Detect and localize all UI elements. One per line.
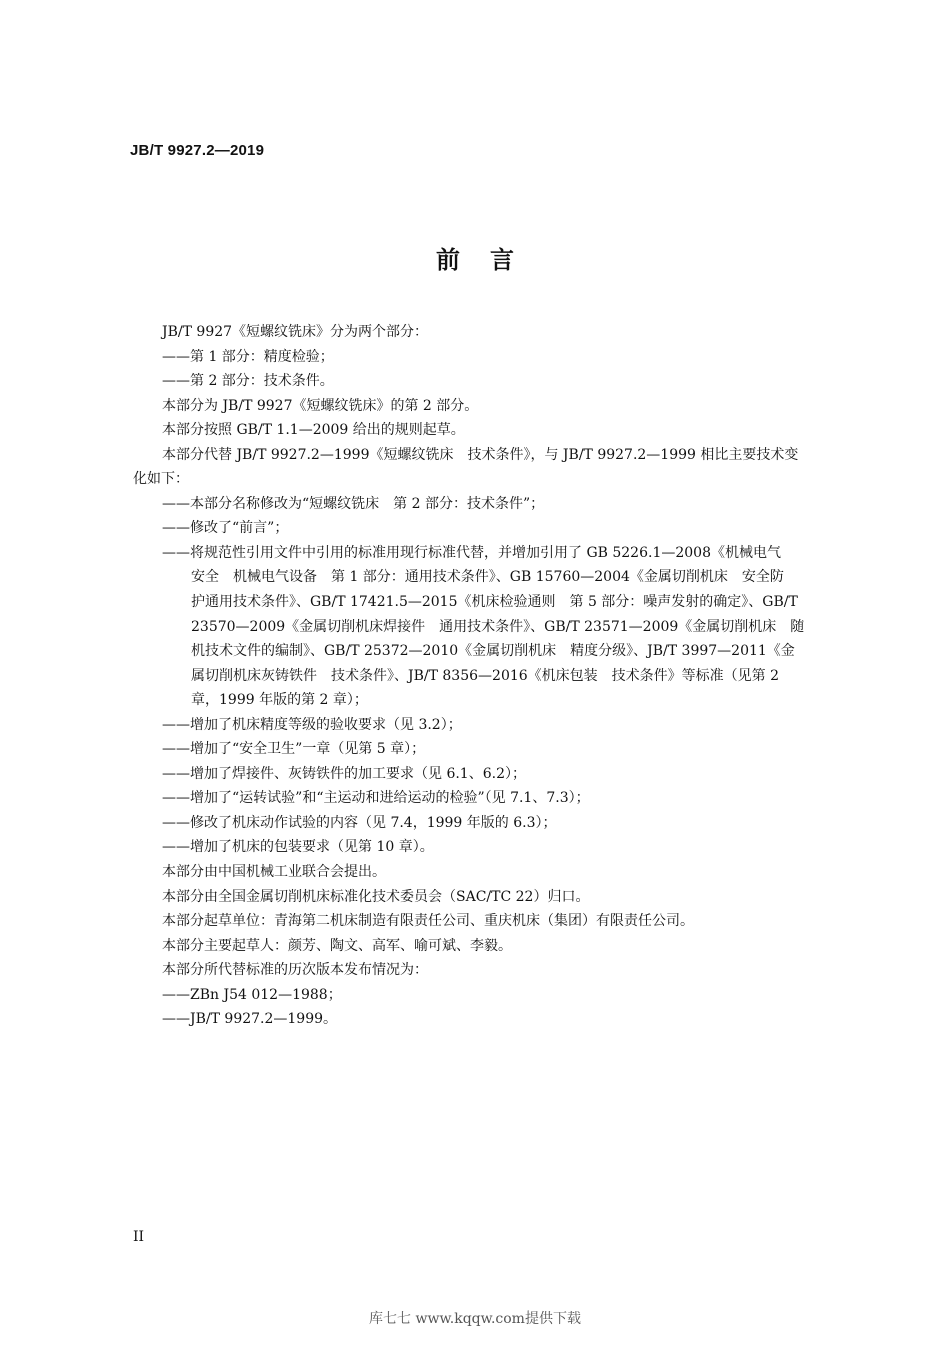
page-number: II	[133, 1229, 145, 1245]
list-item: ——增加了“安全卫生”一章（见第 5 章）；	[162, 741, 426, 758]
list-item-continuation: 章，1999 年版的第 2 章）；	[191, 692, 368, 709]
foreword-body	[133, 320, 843, 1032]
list-item-continuation: 属切削机床灰铸铁件 技术条件》、JB/T 8356—2016《机床包装 技术条件》等标准（见第 2	[191, 667, 780, 684]
list-item: ——增加了机床精度等级的验收要求（见 3.2）；	[162, 716, 462, 733]
list-item: ——ZBn J54 012—1988；	[162, 986, 342, 1003]
text-line: 本部分起草单位：青海第二机床制造有限责任公司、重庆机床（集团）有限责任公司。	[162, 913, 694, 930]
text-line: 本部分代替 JB/T 9927.2—1999《短螺纹铣床 技术条件》，与 JB/T 9927.2—1999 相比主要技术变	[162, 446, 799, 463]
text-line: 本部分按照 GB/T 1.1—2009 给出的规则起草。	[162, 422, 465, 439]
text-line: 化如下：	[133, 471, 189, 488]
list-item-continuation: 机技术文件的编制》、GB/T 25372—2010《金属切削机床 精度分级》、JB/T 3997—2011《金	[191, 643, 795, 660]
text-line: 本部分由中国机械工业联合会提出。	[162, 864, 386, 881]
list-item: ——第 2 部分：技术条件。	[162, 373, 334, 390]
text-line: 本部分主要起草人：颜芳、陶文、高军、喻可斌、李毅。	[162, 937, 512, 954]
list-item: ——增加了焊接件、灰铸铁件的加工要求（见 6.1、6.2）；	[162, 765, 526, 782]
text-line: 本部分为 JB/T 9927《短螺纹铣床》的第 2 部分。	[162, 397, 479, 414]
list-item: ——增加了机床的包装要求（见第 10 章）。	[162, 839, 434, 856]
list-item: ——第 1 部分：精度检验；	[162, 348, 334, 365]
text-line: JB/T 9927《短螺纹铣床》分为两个部分：	[162, 324, 429, 340]
download-footer: 库七七 www.kqqw.com提供下载	[369, 1311, 581, 1327]
list-item: ——修改了机床动作试验的内容（见 7.4，1999 年版的 6.3）；	[162, 814, 557, 831]
list-item: ——将规范性引用文件中引用的标准用现行标准代替，并增加引用了 GB 5226.1—2008《机械电气	[162, 544, 781, 561]
list-item: ——本部分名称修改为“短螺纹铣床 第 2 部分：技术条件”；	[162, 495, 545, 512]
list-item-continuation: 23570—2009《金属切削机床焊接件 通用技术条件》、GB/T 23571—2009《金属切削机床 随	[191, 618, 805, 635]
text-line: 本部分由全国金属切削机床标准化技术委员会（SAC/TC 22）归口。	[162, 888, 590, 905]
list-item: ——修改了“前言”；	[162, 520, 289, 537]
list-item-continuation: 安全 机械电气设备 第 1 部分：通用技术条件》、GB 15760—2004《金属切削机床 安全防	[191, 569, 784, 586]
list-item-continuation: 护通用技术条件》、GB/T 17421.5—2015《机床检验通则 第 5 部分：噪声发射的确定》、GB/T	[191, 594, 798, 611]
list-item: ——JB/T 9927.2—1999。	[162, 1011, 338, 1028]
document-id: JB/T 9927.2—2019	[130, 142, 265, 159]
page-title: 前言	[436, 246, 544, 274]
list-item: ——增加了“运转试验”和“主运动和进给运动的检验”（见 7.1、7.3）；	[162, 790, 590, 807]
text-line: 本部分所代替标准的历次版本发布情况为：	[162, 962, 428, 979]
